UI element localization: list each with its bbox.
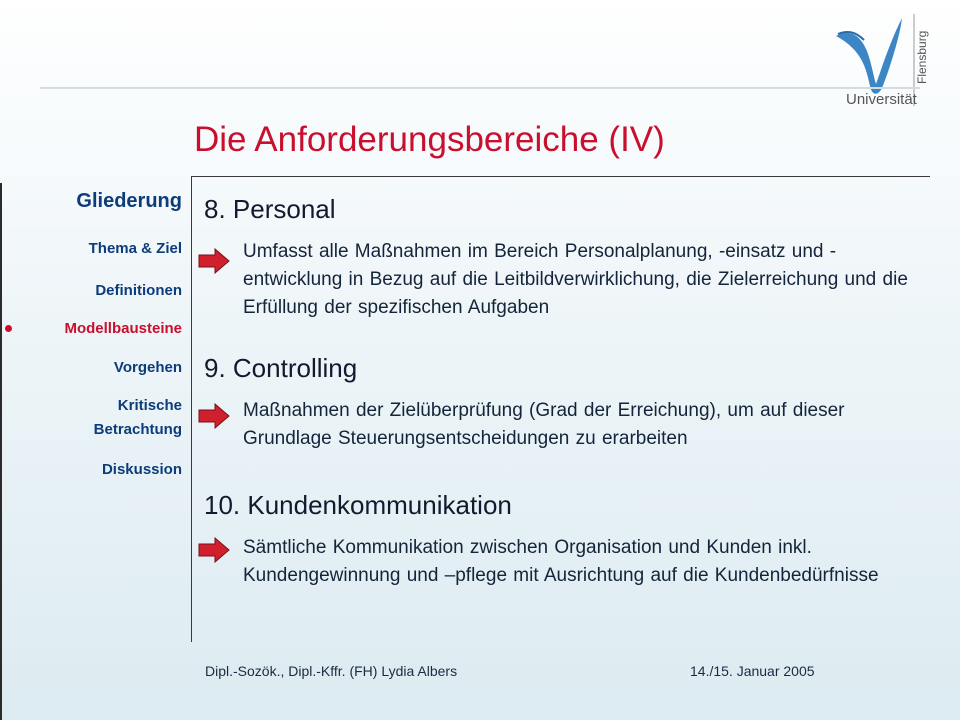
top-rule: [40, 87, 920, 89]
section-text-kundenkommunikation: Sämtliche Kommunikation zwischen Organisation und Kunden inkl. Kundengewinnung und –pflege mit Ausrichtung auf die Kundenbedürfnisse: [243, 537, 879, 586]
left-edge-rule: [0, 183, 2, 720]
nav-item-kritische-betrachtung[interactable]: Kritische Betrachtung: [93, 397, 182, 438]
footer-author: Dipl.-Sozök., Dipl.-Kffr. (FH) Lydia Albers: [205, 663, 458, 679]
red-arrow-icon: [198, 403, 230, 429]
logo-text-flensburg: Flensburg: [915, 30, 929, 84]
nav-heading: Gliederung: [76, 190, 182, 212]
section-heading-personal: 8. Personal: [204, 194, 336, 224]
section-text-personal: Umfasst alle Maßnahmen im Bereich Personalplanung, -einsatz und -entwicklung in Bezug auf die Leitbildverwirklichung, die Zielerreichung und die Erfüllung der spezifischen Aufgaben: [243, 241, 908, 318]
red-arrow-icon: [198, 537, 230, 563]
footer-date: 14./15. Januar 2005: [690, 663, 815, 679]
section-heading-controlling: 9. Controlling: [204, 353, 358, 383]
red-arrow-icon: [198, 248, 230, 274]
section-text-controlling: Maßnahmen der Zielüberprüfung (Grad der Erreichung), um auf dieser Grundlage Steuerungsentscheidungen zu erarbeiten: [243, 400, 845, 449]
nav-item-definitionen[interactable]: Definitionen: [95, 282, 182, 299]
section-heading-kundenkommunikation: 10. Kundenkommunikation: [204, 490, 512, 520]
page-title: Die Anforderungsbereiche (IV): [194, 120, 665, 159]
logo-text-universitaet: Universität: [846, 91, 917, 108]
nav-item-diskussion[interactable]: Diskussion: [101, 461, 182, 478]
nav-item-thema-ziel[interactable]: Thema & Ziel: [88, 240, 182, 257]
active-bullet-icon: [5, 325, 12, 332]
nav-item-vorgehen[interactable]: Vorgehen: [113, 359, 182, 376]
university-logo-icon: [828, 6, 938, 110]
nav-item-modellbausteine[interactable]: Modellbausteine: [64, 320, 182, 337]
